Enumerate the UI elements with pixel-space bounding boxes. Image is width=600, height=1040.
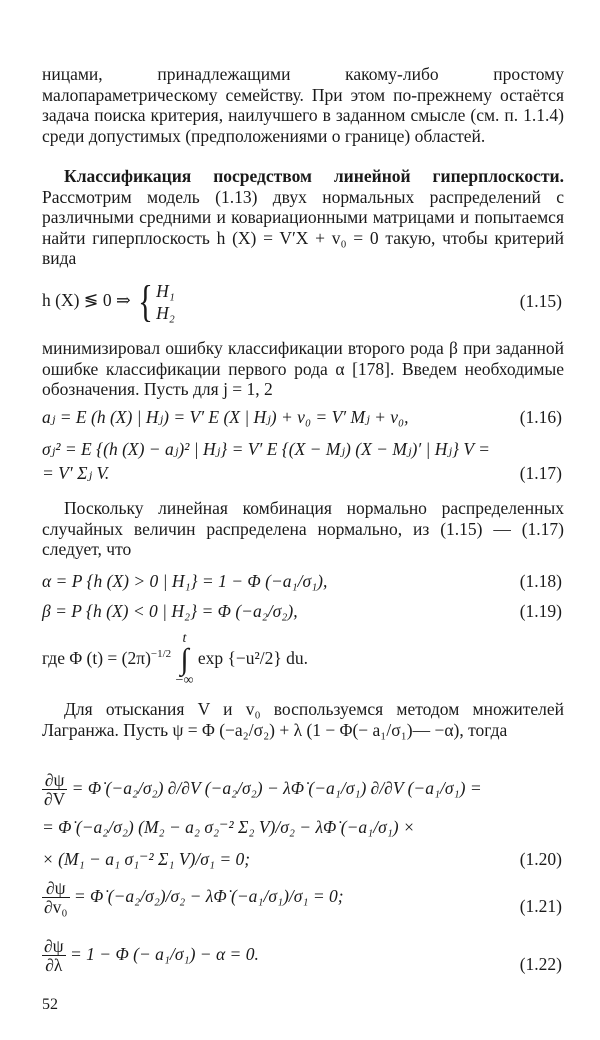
equation-number: (1.17) — [519, 463, 562, 483]
paragraph-minimize: минимизировал ошибку классификации второго рода β при заданной ошибке классификации первого рода α [178]. Введем необходимые обозначения. Пусть для j = 1, 2 — [42, 338, 564, 400]
equation-1-22 — [42, 934, 562, 974]
equation-1-20-line2 — [42, 816, 562, 838]
derivative-dpsi-dlambda: $\frac{\partial\psi}{\partial\lambda}$ — [44, 936, 64, 976]
equation-number: (1.15) — [519, 291, 562, 311]
equation-1-16-body: aⱼ = E (h (X) | Hⱼ) = V′ E (X | Hⱼ) + v₀ = V′ Mⱼ + v₀, — [42, 407, 409, 427]
paragraph-classification-body: Рассмотрим модель (1.13) двух нормальных распределений с различными средними и ковариационными матрицами и попытаемся найти гиперплоскость h (X) = V′X + v₀ = 0 такую, чтобы критерий вида — [42, 186, 564, 269]
paragraph-linear-combination: Поскольку линейная комбинация нормально распределенных случайных величин распределена нормально, из (1.15) — (1.17) следует, что — [42, 498, 564, 560]
phi-definition-prefix: где Φ (t) = (2π) — [42, 648, 151, 669]
equation-1-20-end: × (M₁ − a₁ σ₁⁻² Σ₁ V)/σ₁ = 0; — [42, 849, 251, 869]
equation-number: (1.16) — [519, 407, 562, 427]
equation-1-15 — [42, 277, 562, 326]
equation-1-17-line1 — [42, 438, 562, 460]
derivative-dpsi-dv0: $\frac{\partial\psi}{\text{∂v₀}}$ — [44, 878, 68, 918]
equation-1-17-line2 — [42, 462, 562, 484]
paragraph-intro: ницами, принадлежащими какому-либо простому малопараметрическому семейству. При этом по-прежнему остаётся задача поиска критерия, наилучшего в заданном смысле (см. п. 1.1.4) среди допустимых (предположениями о границе) областей. — [42, 64, 564, 146]
equation-1-17-cont: = V′ Σⱼ V. — [42, 463, 110, 483]
integral-upper-limit: t — [182, 631, 187, 646]
equation-number: (1.20) — [519, 849, 562, 869]
equation-number: (1.18) — [519, 571, 562, 591]
paragraph-lagrange: Для отыскания V и v₀ воспользуемся методом множителей Лагранжа. Пусть ψ = Φ (−a₂/σ₂) + λ (1 − Φ(− a₁/σ₁)— −α), тогда — [42, 699, 564, 740]
equation-1-16 — [42, 406, 562, 428]
equation-1-20-line3 — [42, 848, 562, 870]
equation-number: (1.21) — [519, 896, 562, 916]
equation-1-18-body: α = P {h (X) > 0 | H₁} = 1 − Φ (−a₁/σ₁), — [42, 571, 328, 591]
equation-1-21-body: = Φ̇ (−a₂/σ₂)/σ₂ − λΦ̇ (−a₁/σ₁)/σ₁ = 0; — [73, 886, 344, 906]
equation-number: (1.22) — [519, 954, 562, 974]
page-number: 52 — [42, 996, 58, 1013]
hypothesis-stack — [156, 280, 175, 324]
phi-exponent: −1/2 — [150, 648, 172, 661]
integral-symbol: t ∫ −∞ — [175, 631, 194, 688]
hypothesis-h2: H₂ — [156, 303, 175, 323]
integral-lower-limit: −∞ — [175, 673, 194, 688]
equation-1-20-line1 — [42, 768, 562, 808]
hypothesis-h1: H₁ — [156, 281, 175, 301]
equation-1-22-body: = 1 − Φ (− a₁/σ₁) − α = 0. — [69, 944, 259, 964]
phi-integrand: exp {−u²/2} du. — [197, 648, 308, 669]
equation-1-17-body: σⱼ² = E {(h (X) − aⱼ)² | Hⱼ} = V′ E {(X − Mⱼ) (X − Mⱼ)′ | Hⱼ} V = — [42, 439, 490, 459]
equation-1-20-body: = Φ̇ (−a₂/σ₂) ∂/∂V (−a₂/σ₂) − λΦ̇ (−a₁/σ₁) ∂/∂V (−a₁/σ₁) = — [71, 778, 482, 798]
equation-number: (1.19) — [519, 601, 562, 621]
section-heading: Классификация посредством линейной гиперплоскости. — [64, 166, 564, 186]
equation-1-15-lhs: h (X) ≶ 0 ⇒ — [42, 290, 131, 311]
equation-1-20-cont: = Φ̇ (−a₂/σ₂) (M₂ − a₂ σ₂⁻² Σ₂ V)/σ₂ − λΦ̇ (−a₁/σ₁) × — [42, 817, 415, 837]
paragraph-classification — [42, 166, 564, 269]
equation-1-19-body: β = P {h (X) < 0 | H₂} = Φ (−a₂/σ₂), — [42, 601, 298, 621]
equation-1-21 — [42, 876, 562, 916]
brace-symbol: { — [138, 277, 153, 326]
equation-1-18 — [42, 570, 562, 592]
equation-1-19 — [42, 600, 562, 622]
derivative-dpsi-dV: $\frac{\partial\psi}{\partial V}$ — [44, 770, 66, 810]
equation-phi-definition — [42, 632, 562, 688]
